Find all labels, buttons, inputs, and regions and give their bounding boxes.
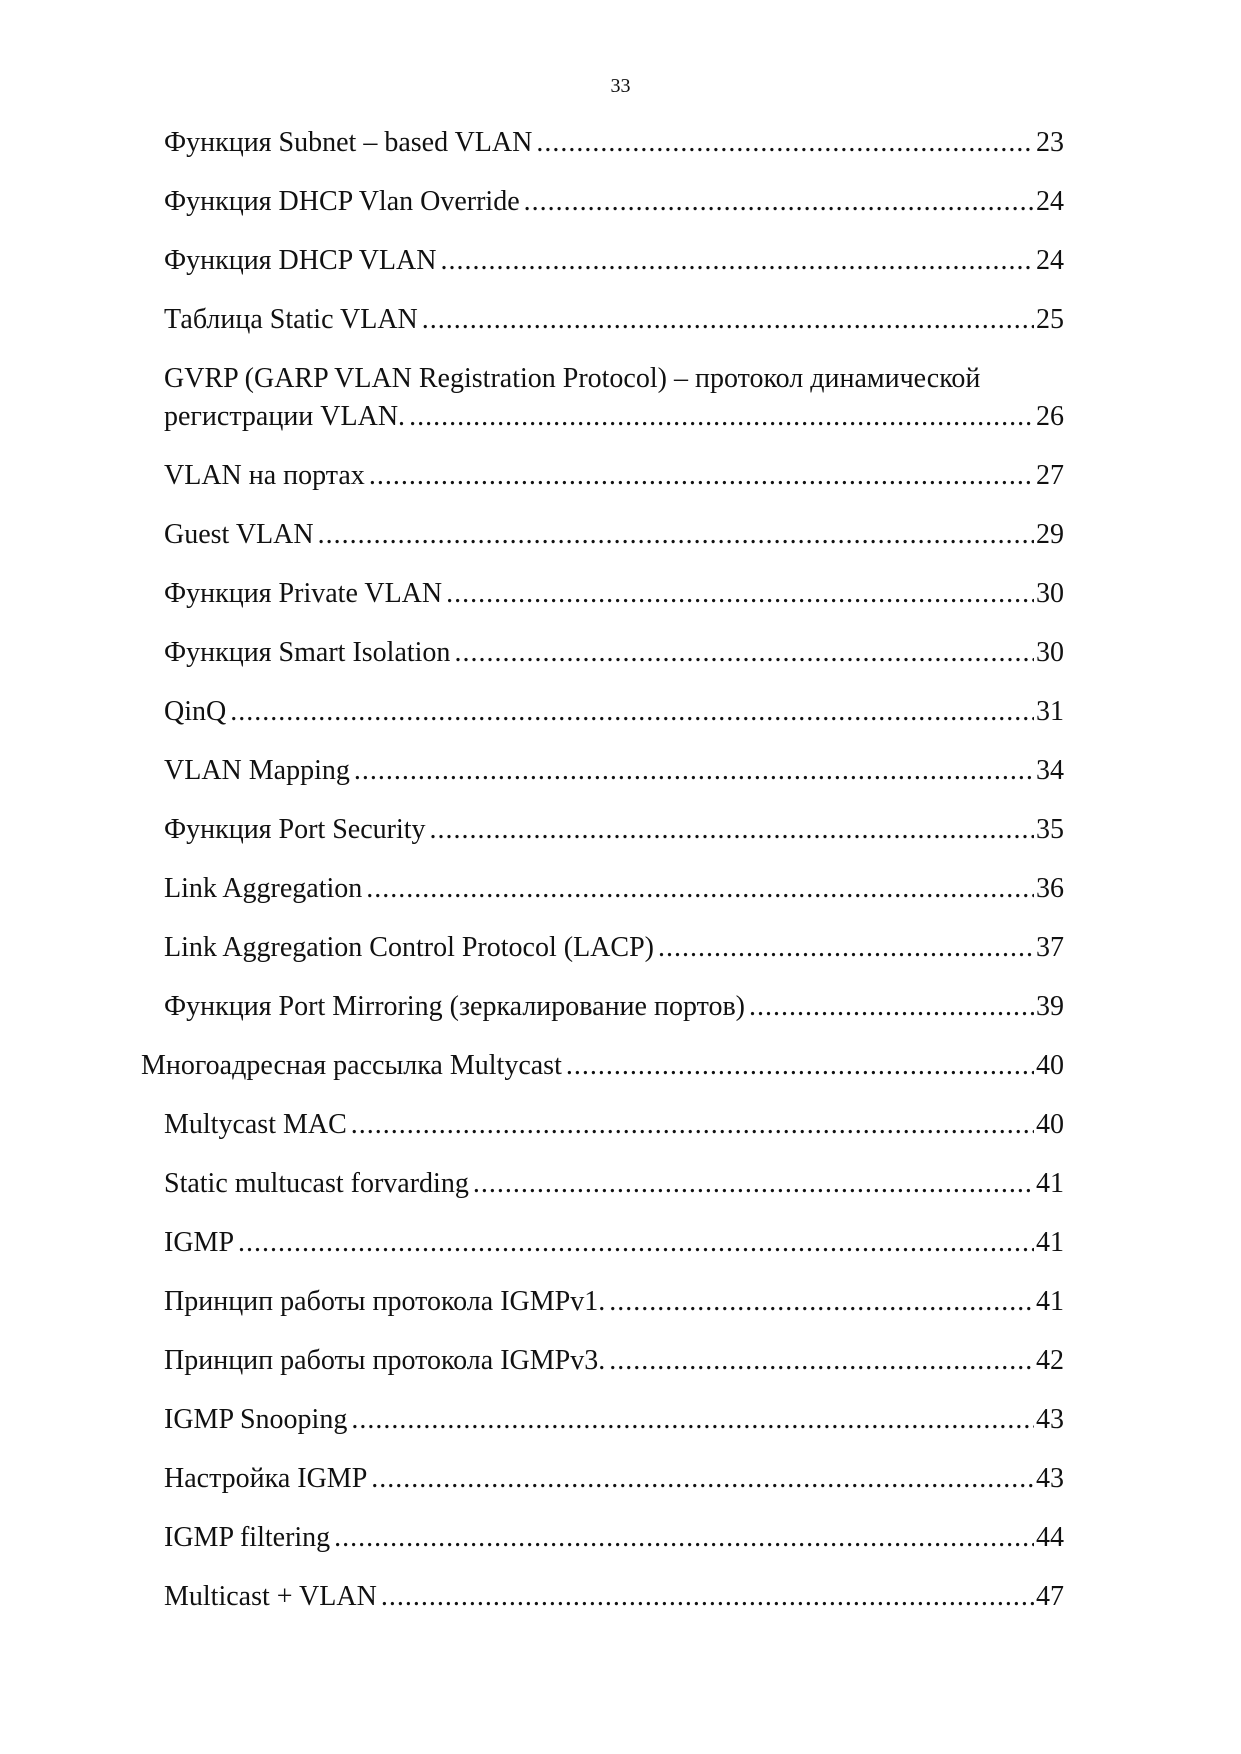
toc-entry-page: 41 (1036, 1286, 1064, 1317)
toc-entry-page: 40 (1036, 1050, 1064, 1081)
toc-entry-title-line2: регистрации VLAN. (164, 401, 406, 432)
toc-entry-page: 42 (1036, 1345, 1064, 1376)
toc-entry[interactable] (164, 693, 1064, 731)
toc-leader-dots (454, 634, 1034, 672)
toc-leader-dots (238, 1224, 1034, 1262)
toc-leader-dots (409, 398, 1034, 436)
page-number: 33 (610, 75, 631, 97)
toc-entry-title: Функция Private VLAN (164, 578, 443, 609)
toc-entry[interactable] (164, 929, 1064, 967)
toc-entry-title: Функция Subnet – based VLAN (164, 127, 533, 158)
toc-leader-dots (440, 242, 1034, 280)
toc-entry-title: Многоадресная рассылка Multycast (141, 1050, 562, 1081)
toc-entry-page: 44 (1036, 1522, 1064, 1553)
toc-entry-title: IGMP filtering (164, 1522, 331, 1553)
toc-entry[interactable] (164, 1283, 1064, 1321)
toc-entry[interactable] (164, 575, 1064, 613)
toc-entry-title: Принцип работы протокола IGMPv1. (164, 1286, 606, 1317)
toc-entry[interactable] (164, 1106, 1064, 1144)
toc-entry-page: 29 (1036, 519, 1064, 550)
toc-entry-page: 31 (1036, 696, 1064, 727)
toc-entry-page: 23 (1036, 127, 1064, 158)
toc-leader-dots (334, 1519, 1034, 1557)
toc-entry[interactable] (164, 752, 1064, 790)
toc-entry[interactable] (164, 124, 1064, 162)
toc-entry-page: 36 (1036, 873, 1064, 904)
toc-leader-dots (371, 1460, 1034, 1498)
toc-leader-dots (658, 929, 1034, 967)
toc-entry[interactable] (164, 1401, 1064, 1439)
toc-entry-page: 30 (1036, 578, 1064, 609)
toc-entry-page: 41 (1036, 1168, 1064, 1199)
toc-entry[interactable] (164, 457, 1064, 495)
toc-entry-title: Настройка IGMP (164, 1463, 368, 1494)
toc-leader-dots (536, 124, 1034, 162)
toc-leader-dots (351, 1106, 1034, 1144)
toc-entry-title: Static multucast forvarding (164, 1168, 469, 1199)
toc-entry-page: 30 (1036, 637, 1064, 668)
toc-entry-page: 37 (1036, 932, 1064, 963)
toc-leader-dots (609, 1342, 1034, 1380)
toc-leader-dots (749, 988, 1034, 1026)
toc-leader-dots (473, 1165, 1034, 1203)
toc-leader-dots (369, 457, 1034, 495)
toc-leader-dots (381, 1578, 1034, 1616)
toc-entry-title: Функция Smart Isolation (164, 637, 451, 668)
toc-entry-title: Функция Port Security (164, 814, 426, 845)
toc-entry-title: VLAN Mapping (164, 755, 350, 786)
toc-entry-title: IGMP (164, 1227, 235, 1258)
toc-entry-title: Guest VLAN (164, 519, 314, 550)
toc-entry[interactable] (164, 1224, 1064, 1262)
toc-entry[interactable] (164, 516, 1064, 554)
toc-entry-title: Функция DHCP VLAN (164, 245, 437, 276)
toc-entry-page: 25 (1036, 304, 1064, 335)
toc-entry-title: Функция Port Mirroring (зеркалирование портов) (164, 991, 745, 1022)
toc-entry-title: Link Aggregation Control Protocol (LACP) (164, 932, 654, 963)
toc-entry-page: 43 (1036, 1404, 1064, 1435)
toc-leader-dots (524, 183, 1034, 221)
toc-entry-page: 41 (1036, 1227, 1064, 1258)
toc-entry-title: Multycast MAC (164, 1109, 347, 1140)
toc-entry-title: Link Aggregation (164, 873, 363, 904)
toc-entry[interactable] (164, 1578, 1064, 1616)
toc-entry-title: Multicast + VLAN (164, 1581, 377, 1612)
toc-leader-dots (430, 811, 1034, 849)
toc-entry-page: 34 (1036, 755, 1064, 786)
toc-leader-dots (422, 301, 1034, 339)
toc-entry-page: 27 (1036, 460, 1064, 491)
toc-entry-chapter[interactable] (141, 1047, 1064, 1085)
toc-entry[interactable] (164, 1342, 1064, 1380)
toc-entry[interactable] (164, 811, 1064, 849)
toc-leader-dots (354, 752, 1034, 790)
toc-entry[interactable] (164, 870, 1064, 908)
toc-leader-dots (609, 1283, 1034, 1321)
toc-entry[interactable] (164, 1460, 1064, 1498)
toc-entry[interactable] (164, 1165, 1064, 1203)
toc-entry-title: IGMP Snooping (164, 1404, 348, 1435)
toc-leader-dots (566, 1047, 1034, 1085)
toc-entry-page: 35 (1036, 814, 1064, 845)
toc-entry-title-line1: GVRP (GARP VLAN Registration Protocol) – протокол динамической (164, 363, 981, 394)
toc-entry-title: QinQ (164, 696, 227, 727)
toc-entry[interactable] (164, 360, 1064, 436)
toc-entry-title: Таблица Static VLAN (164, 304, 418, 335)
toc-entry[interactable] (164, 183, 1064, 221)
toc-entry-page: 39 (1036, 991, 1064, 1022)
toc-entry-page: 43 (1036, 1463, 1064, 1494)
toc-leader-dots (230, 693, 1034, 731)
toc-leader-dots (351, 1401, 1034, 1439)
toc-leader-dots (446, 575, 1034, 613)
toc-entry[interactable] (164, 1519, 1064, 1557)
toc-entry[interactable] (164, 301, 1064, 339)
toc-entry[interactable] (164, 634, 1064, 672)
toc-entry-page: 24 (1036, 245, 1064, 276)
toc-leader-dots (366, 870, 1034, 908)
toc-entry-page: 24 (1036, 186, 1064, 217)
toc-entry-title: Принцип работы протокола IGMPv3. (164, 1345, 606, 1376)
toc-entry[interactable] (164, 988, 1064, 1026)
toc-entry-page: 40 (1036, 1109, 1064, 1140)
toc-leader-dots (318, 516, 1034, 554)
toc-entry-page: 47 (1036, 1581, 1064, 1612)
toc-entry-page: 26 (1036, 401, 1064, 432)
toc-entry-title: Функция DHCP Vlan Override (164, 186, 520, 217)
toc-entry[interactable] (164, 242, 1064, 280)
toc-entry-title: VLAN на портах (164, 460, 365, 491)
